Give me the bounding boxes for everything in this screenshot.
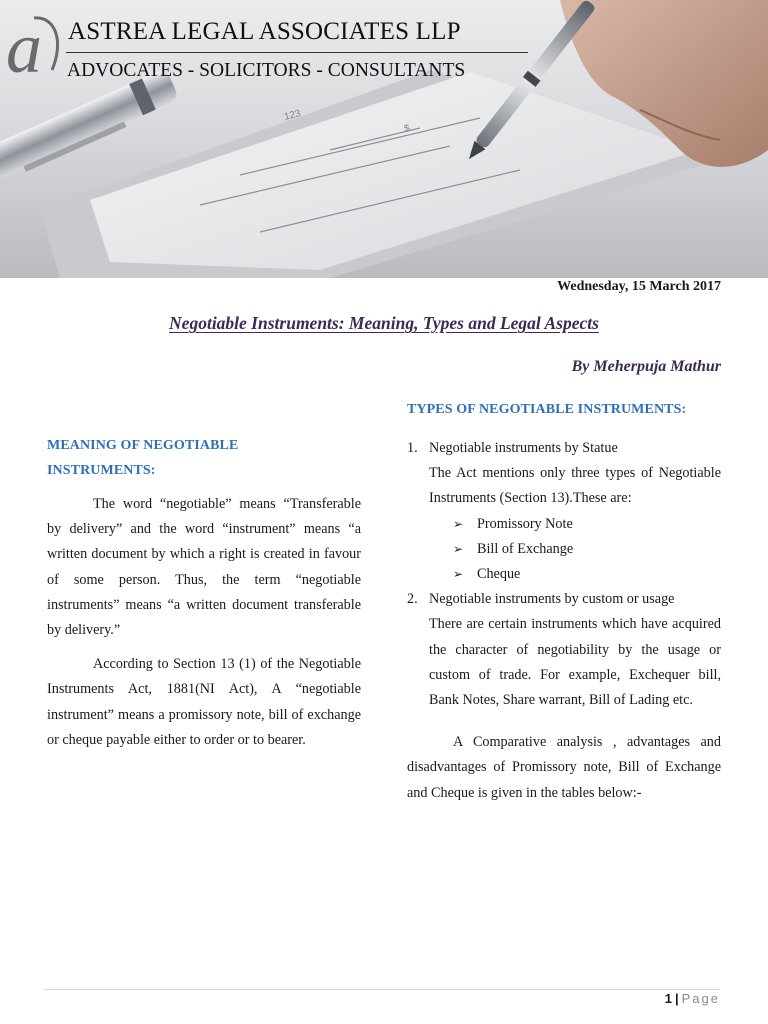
svg-text:a: a: [6, 12, 42, 84]
meaning-paragraph: The word “negotiable” means “Transferable by delivery” and the word “instrument” means “a written document by which a right is created in favour of some person. Thus, the term “negotiable instruments” means “a written document transferable by delivery.”: [47, 496, 361, 639]
list-item: [407, 537, 721, 562]
right-column: [407, 397, 721, 806]
list-number: 2.: [407, 591, 418, 608]
firm-tagline: ADVOCATES - SOLICITORS - CONSULTANTS: [67, 60, 466, 81]
page-footer: [665, 991, 720, 1006]
arrowhead-bullet-icon: ➢: [453, 516, 464, 531]
list-number: 1.: [407, 440, 418, 456]
document-title: Negotiable Instruments: Meaning, Types and Legal Aspects: [169, 313, 599, 333]
heading-line: INSTRUMENTS:: [47, 463, 156, 478]
header-divider: [66, 52, 528, 53]
list-item: [407, 562, 721, 587]
arrowhead-bullet-icon: ➢: [453, 541, 464, 556]
list-item-title: Negotiable instruments by Statue: [429, 440, 618, 456]
section-13-paragraph: According to Section 13 (1) of the Negotiable Instruments Act, 1881(NI Act), A “negotiable instrument” means a promissory note, bill of exchange or cheque payable either to order or to bearer.: [47, 656, 361, 748]
author-byline: By Meherpuja Mathur: [571, 358, 721, 375]
bullet-text: Cheque: [477, 566, 521, 583]
bullet-text: Bill of Exchange: [477, 540, 574, 557]
section-heading-types: TYPES OF NEGOTIABLE INSTRUMENTS:: [407, 402, 687, 417]
heading-line: MEANING OF NEGOTIABLE: [47, 438, 239, 453]
stylized-a-logo-icon: [4, 12, 70, 84]
list-item-text: There are certain instruments which have acquired the character of negotiability by the usage or custom of trade. For example, Exchequer bill, Bank Notes, Share warrant, Bill of Lading etc.: [429, 616, 721, 709]
list-item: [407, 512, 721, 537]
arrowhead-bullet-icon: ➢: [453, 567, 464, 582]
page-label: Page: [681, 991, 720, 1006]
list-item-text: The Act mentions only three types of Negotiable Instruments (Section 13).These are:: [429, 465, 721, 507]
document-date: Wednesday, 15 March 2017: [557, 279, 721, 294]
header-banner: [0, 0, 768, 278]
list-item: [407, 436, 721, 512]
list-item-title: Negotiable instruments by custom or usage: [429, 591, 675, 608]
left-column: [47, 433, 361, 753]
section-heading-meaning: [47, 433, 361, 483]
page-separator: |: [674, 991, 679, 1006]
footer-divider: [44, 989, 720, 990]
svg-text:$: $: [403, 122, 412, 135]
svg-text:123: 123: [283, 108, 302, 123]
firm-name: ASTREA LEGAL ASSOCIATES LLP: [68, 18, 461, 45]
list-item: [407, 587, 721, 713]
page-number: 1: [664, 991, 672, 1006]
bullet-text: Promissory Note: [477, 515, 573, 532]
instrument-type-list: [407, 512, 721, 588]
comparative-analysis-paragraph: A Comparative analysis , advantages and disadvantages of Promissory note, Bill of Exchange and Cheque is given in the tables below:-: [407, 734, 721, 801]
